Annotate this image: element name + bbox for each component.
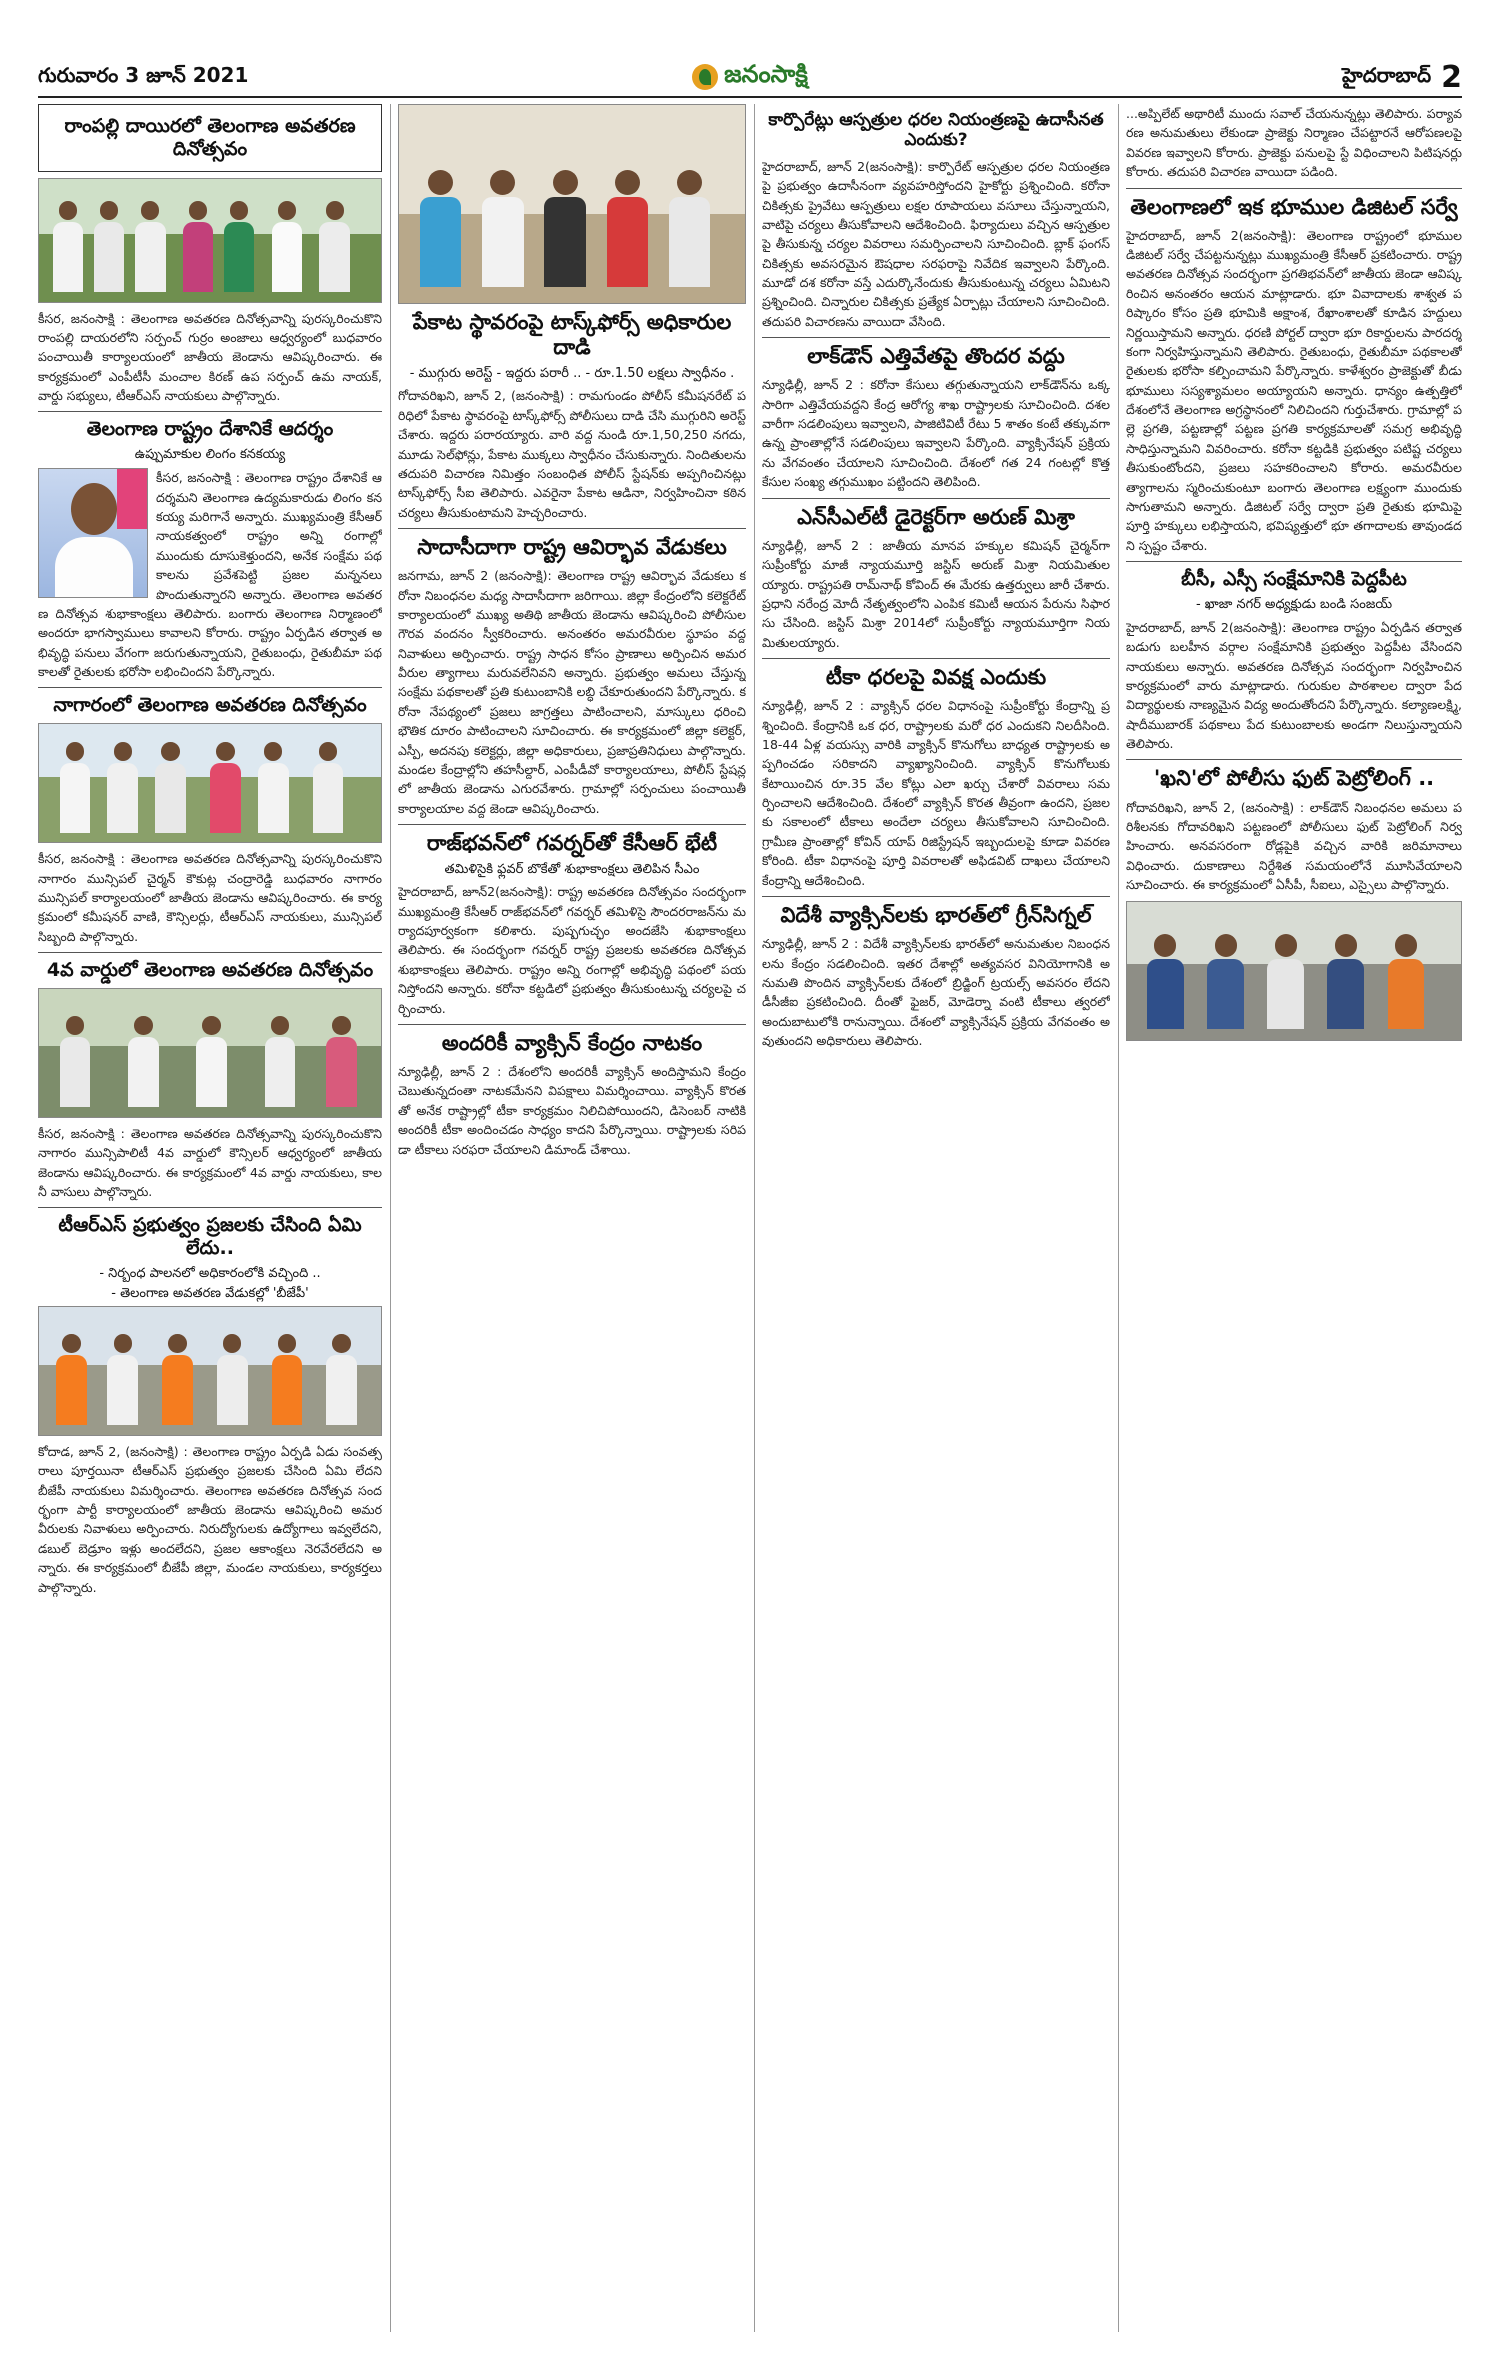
headline: నాగారంలో తెలంగాణ అవతరణ దినోత్సవం	[53, 694, 367, 717]
news-photo	[38, 723, 382, 843]
column-3	[762, 104, 1110, 2332]
headline: సాదాసీదాగా రాష్ట్ర ఆవిర్భావ వేడుకలు	[417, 535, 727, 559]
article-body: హైదరాబాద్, జూన్2(జనంసాక్షి): రాష్ట్ర అవతరణ దినోత్సవం సందర్భంగా ముఖ్యమంత్రి కేసీఆర్ రాజ్‌భవన్‌లో గవర్నర్ తమిళిసై సౌందరరాజన్‌ను మర్యాదపూర్వకంగా కలిశారు. పుష్పగుచ్ఛం అందజేసి శుభాకాంక్షలు తెలిపారు. ఈ సందర్భంగా గవర్నర్ రాష్ట్ర ప్రజలకు అవతరణ దినోత్సవ శుభాకాంక్షలు తెలిపారు. రాష్ట్రం అన్ని రంగాల్లో అభివృద్ధి పథంలో పయనిస్తోందని అన్నారు. కరోనా కట్టడిలో ప్రభుత్వం తీసుకుంటున్న చర్యలపై చర్చించారు.	[398, 884, 746, 1016]
article-body: న్యూఢిల్లీ, జూన్ 2 : దేశంలోని అందరికీ వ్యాక్సిన్ అందిస్తామని కేంద్రం చెబుతున్నదంతా నాటకమేనని విపక్షాలు విమర్శించాయి. వ్యాక్సిన్ కొరతతో అనేక రాష్ట్రాల్లో టీకా కార్యక్రమం నిలిచిపోయిందని, డిసెంబర్ నాటికి అందరికీ టీకా అందించడం సాధ్యం కాదని పేర్కొన్నాయి. రాష్ట్రాలకు సరిపడా టీకాలు సరఫరా చేయాలని డిమాండ్ చేశాయి.	[398, 1064, 746, 1157]
headline: బీసీ, ఎస్సీ సంక్షేమానికి పెద్దపీట	[1181, 568, 1407, 591]
article-body: కోదాడ, జూన్ 2, (జనంసాక్షి) : తెలంగాణ రాష్ట్రం ఏర్పడి ఏడు సంవత్సరాలు పూర్తయినా టీఆర్ఎస్ ప్రభుత్వం ప్రజలకు చేసింది ఏమి లేదని బీజేపీ నాయకులు విమర్శించారు. తెలంగాణ అవతరణ దినోత్సవ సందర్భంగా పార్టీ కార్యాలయంలో జాతీయ జెండాను ఆవిష్కరించి అమరవీరులకు నివాళులు అర్పించారు. నిరుద్యోగులకు ఉద్యోగాలు ఇవ్వలేదని, డబుల్ బెడ్రూం ఇళ్లు అందలేదని, ప్రజల ఆకాంక్షలు నెరవేరలేదని అన్నారు. ఈ కార్యక్రమంలో బీజేపీ జిల్లా, మండల నాయకులు, కార్యకర్తలు పాల్గొన్నారు.	[38, 1443, 382, 1595]
edition-city: హైదరాబాద్	[1342, 62, 1432, 87]
article	[38, 104, 382, 172]
column-2	[398, 104, 746, 2332]
brand-logo	[692, 60, 808, 94]
article-body: న్యూఢిల్లీ, జూన్ 2 : జాతీయ మానవ హక్కుల కమిషన్ చైర్మన్‌గా సుప్రీంకోర్టు మాజీ న్యాయమూర్తి జస్టిస్ అరుణ్ మిశ్రా నియమితులయ్యారు. రాష్ట్రపతి రామ్‌నాథ్ కోవింద్ ఈ మేరకు ఉత్తర్వులు జారీ చేశారు. ప్రధాని నరేంద్ర మోదీ నేతృత్వంలోని ఎంపిక కమిటీ ఆయన పేరును సిఫారసు చేసింది. జస్టిస్ మిశ్రా 2014లో సుప్రీంకోర్టు న్యాయమూర్తిగా నియమితులయ్యారు.	[762, 537, 1110, 650]
column-divider	[390, 104, 391, 2332]
column-divider	[754, 104, 755, 2332]
article-body: న్యూఢిల్లీ, జూన్ 2 : కరోనా కేసులు తగ్గుతున్నాయని లాక్‌డౌన్‌ను ఒక్కసారిగా ఎత్తివేయవద్దని కేంద్ర ఆరోగ్య శాఖ రాష్ట్రాలకు సూచించింది. దశలవారీగా సడలింపులు ఇవ్వాలని, పాజిటివిటీ రేటు 5 శాతం కంటే తక్కువగా ఉన్న ప్రాంతాల్లోనే సడలింపులు ఇవ్వాలని పేర్కొంది. వ్యాక్సినేషన్ ప్రక్రియను వేగవంతం చేయాలని సూచించింది. దేశంలో గత 24 గంటల్లో కొత్త కేసుల సంఖ్య తగ్గుముఖం పట్టిందని తెలిపింది.	[762, 377, 1110, 490]
sun-logo-icon	[692, 64, 718, 90]
byline: ఉప్పుమాకుల లింగం కనకయ్య	[134, 447, 286, 463]
article-body: కీసర, జనంసాక్షి : తెలంగాణ అవతరణ దినోత్సవాన్ని పురస్కరించుకొని నాగారం మున్సిపాలిటీ 4వ వార్డులో కౌన్సిలర్ ఆధ్వర్యంలో జాతీయ జెండాను ఆవిష్కరించారు. ఈ కార్యక్రమంలో 4వ వార్డు నాయకులు, కాలనీ వాసులు పాల్గొన్నారు.	[38, 1125, 382, 1199]
headline: టీఆర్ఎస్ ప్రభుత్వం ప్రజలకు చేసింది ఏమి లేదు..	[58, 1214, 362, 1260]
headline: రాజ్‌భవన్‌లో గవర్నర్‌తో కేసీఆర్ భేటీ	[426, 831, 718, 856]
news-photo	[38, 988, 382, 1118]
headline: 'ఖని'లో పోలీసు ఫుట్ పెట్రోలింగ్ ..	[1153, 766, 1435, 791]
headline: రాంపల్లి దాయిరలో తెలంగాణ అవతరణ దినోత్సవం	[64, 115, 356, 160]
page-number: 2	[1441, 59, 1462, 95]
headline: 4వ వార్డులో తెలంగాణ అవతరణ దినోత్సవం	[46, 959, 374, 982]
article-body: గోదావరిఖని, జూన్ 2, (జనంసాక్షి) : లాక్‌డౌన్ నిబంధనల అమలు పరిశీలనకు గోదావరిఖని పట్టణంలో పోలీసులు ఫుట్ పెట్రోలింగ్ నిర్వహించారు. అనవసరంగా రోడ్లపైకి వచ్చిన వారికి జరిమానాలు విధించారు. దుకాణాలు నిర్దేశిత సమయంలోనే మూసివేయాలని సూచించారు. ఈ కార్యక్రమంలో ఏసీపీ, సీఐలు, ఎస్సైలు పాల్గొన్నారు.	[1126, 799, 1462, 893]
masthead	[38, 58, 1462, 98]
article-body: హైదరాబాద్, జూన్ 2(జనంసాక్షి): తెలంగాణ రాష్ట్రం ఏర్పడిన తర్వాత బడుగు బలహీన వర్గాల సంక్షేమానికి ప్రభుత్వం పెద్దపీట వేసిందని నాయకులు అన్నారు. అవతరణ దినోత్సవ సందర్భంగా నిర్వహించిన కార్యక్రమంలో వారు మాట్లాడారు. గురుకుల పాఠశాలల ద్వారా పేద విద్యార్థులకు నాణ్యమైన విద్య అందుతోందని పేర్కొన్నారు. కల్యాణలక్ష్మి, షాదీముబారక్ పథకాలు పేద కుటుంబాలకు అండగా నిలుస్తున్నాయని తెలిపారు.	[1126, 619, 1462, 752]
sub-headline: - నిర్బంధ పాలనలో అధికారంలోకి వచ్చింది ..	[99, 1265, 321, 1281]
headline: తెలంగాణలో ఇక భూముల డిజిటల్ సర్వే	[1130, 194, 1458, 219]
headline: విదేశీ వ్యాక్సిన్‌లకు భారత్‌లో గ్రీన్‌సిగ్నల్	[780, 902, 1092, 927]
headline: లాక్‌డౌన్ ఎత్తివేతపై తొందర వద్దు	[807, 344, 1065, 369]
article-body: కీసర, జనంసాక్షి : తెలంగాణ రాష్ట్రం దేశానికే ఆదర్శమని తెలంగాణ ఉద్యమకారుడు లింగం కనకయ్య మరిగానే అన్నారు. ముఖ్యమంత్రి కేసీఆర్ నాయకత్వంలో రాష్ట్రం అన్ని రంగాల్లో ముందుకు దూసుకెళ్తుందని, అనేక సంక్షేమ పథకాలను ప్రవేశపెట్టి ప్రజల మన్ననలు పొందుతున్నారని అన్నారు. తెలంగాణ అవతరణ దినోత్సవ శుభాకాంక్షలు తెలిపారు. బంగారు తెలంగాణ నిర్మాణంలో అందరూ భాగస్వాములు కావాలని కోరారు. రాష్ట్రం ఏర్పడిన తర్వాత అభివృద్ధి పనులు వేగంగా జరుగుతున్నాయని, రైతుబంధు, రైతుబీమా పథకాలతో రైతులకు భరోసా లభించిందని పేర్కొన్నారు.	[38, 470, 382, 680]
article-body: కీసర, జనంసాక్షి : తెలంగాణ అవతరణ దినోత్సవాన్ని పురస్కరించుకొని నాగారం మున్సిపల్ చైర్మన్ కౌకుట్ల చంద్రారెడ్డి బుధవారం నాగారం మున్సిపల్ కార్యాలయంలో జాతీయ జెండాను ఆవిష్కరించారు. ఈ కార్యక్రమంలో కమీషనర్ వాణి, కౌన్సిలర్లు, టీఆర్ఎస్ నాయకులు, మున్సిపల్ సిబ్బంది పాల్గొన్నారు.	[38, 851, 382, 944]
headline: అందరికీ వ్యాక్సిన్ కేంద్రం నాటకం	[441, 1030, 703, 1055]
column-divider	[1118, 104, 1119, 2332]
byline: - ఖాజా నగర్ అధ్యక్షుడు బండి సంజయ్	[1195, 596, 1393, 612]
article-body: హైదరాబాద్, జూన్ 2(జనంసాక్షి): తెలంగాణ రాష్ట్రంలో భూముల డిజిటల్ సర్వే చేపట్టనున్నట్లు ముఖ్యమంత్రి కేసీఆర్ ప్రకటించారు. రాష్ట్ర అవతరణ దినోత్సవ సందర్భంగా ప్రగతిభవన్‌లో జాతీయ జెండా ఆవిష్కరించిన అనంతరం ఆయన మాట్లాడారు. భూ వివాదాలకు శాశ్వత పరిష్కారం కోసం ప్రతి భూమికి అక్షాంశ, రేఖాంశాలతో కూడిన హద్దులు నిర్ణయిస్తామని అన్నారు. ధరణి పోర్టల్ ద్వారా భూ రికార్డులను పారదర్శకంగా నిర్వహిస్తున్నామని తెలిపారు. రైతుబంధు, రైతుబీమా పథకాలతో రైతులకు భరోసా కల్పించామని పేర్కొన్నారు. కాళేశ్వరం ప్రాజెక్టుతో బీడు భూములు సస్యశ్యామలం అయ్యాయని అన్నారు. ధాన్యం ఉత్పత్తిలో దేశంలోనే తెలంగాణ అగ్రస్థానంలో నిలిచిందని గుర్తుచేశారు. గ్రామాల్లో పల్లె ప్రగతి, పట్టణాల్లో పట్టణ ప్రగతి కార్యక్రమాలతో సమగ్ర అభివృద్ధి సాధిస్తున్నామని వివరించారు. కరోనా కట్టడికి ప్రభుత్వం పటిష్ట చర్యలు తీసుకుంటోందని, ప్రజలు సహకరించాలని కోరారు. అమరవీరుల త్యాగాలను స్మరించుకుంటూ బంగారు తెలంగాణ లక్ష్యంగా ముందుకు సాగుతామని అన్నారు. డిజిటల్ సర్వే ద్వారా ప్రతి రైతుకు భూమిపై పూర్తి హక్కులు లభిస్తాయని, భవిష్యత్తులో భూ తగాదాలకు తావుండదని స్పష్టం చేశారు.	[1126, 227, 1462, 553]
headline: పేకాట స్థావరంపై టాస్క్‌ఫోర్స్ అధికారుల దాడి	[412, 310, 732, 360]
article-body: ...అప్పిలేట్ అథారిటీ ముందు సవాల్ చేయనున్నట్లు తెలిపారు. పర్యావరణ అనుమతులు లేకుండా ప్రాజెక్టు నిర్మాణం చేపట్టారనే ఆరోపణలపై వివరణ ఇవ్వాలని కోరారు. ప్రాజెక్టు పనులపై స్టే విధించాలని పిటిషనర్లు కోరారు. తదుపరి విచారణ వాయిదా పడింది.	[1126, 106, 1462, 180]
article-body: గోదావరిఖని, జూన్ 2, (జనంసాక్షి) : రామగుండం పోలీస్ కమీషనరేట్ పరిధిలో పేకాట స్థావరంపై టాస్క్‌ఫోర్స్ పోలీసులు దాడి చేసి ముగ్గురిని అరెస్ట్ చేశారు. ఇద్దరు పరారయ్యారు. వారి వద్ద నుండి రూ.1,50,250 నగదు, మూడు సెల్‌ఫోన్లు, పేకాట ముక్కలు స్వాధీనం చేసుకున్నారు. నిందితులను తదుపరి విచారణ నిమిత్తం సంబంధిత పోలీస్ స్టేషన్‌కు అప్పగించినట్లు టాస్క్‌ఫోర్స్ సీఐ తెలిపారు. ఎవరైనా పేకాట ఆడినా, నిర్వహించినా కఠిన చర్యలు తీసుకుంటామని హెచ్చరించారు.	[398, 388, 746, 520]
article-body: జనగామ, జూన్ 2 (జనంసాక్షి): తెలంగాణ రాష్ట్ర ఆవిర్భావ వేడుకలు కరోనా నిబంధనల మధ్య సాదాసీదాగా జరిగాయి. జిల్లా కేంద్రంలోని కలెక్టరేట్ కార్యాలయంలో ముఖ్య అతిథి జాతీయ జెండాను ఆవిష్కరించి పోలీసుల గౌరవ వందనం స్వీకరించారు. అనంతరం అమరవీరుల స్థూపం వద్ద నివాళులు అర్పించారు. రాష్ట్ర సాధన కోసం ప్రాణాలు అర్పించిన అమరవీరుల త్యాగాలు మరువలేనివని అన్నారు. ప్రభుత్వం అమలు చేస్తున్న సంక్షేమ పథకాలతో ప్రతి కుటుంబానికి లబ్ధి చేకూరుతుందని పేర్కొన్నారు. కరోనా నేపథ్యంలో ప్రజలు జాగ్రత్తలు పాటించాలని, మాస్కులు ధరించి భౌతిక దూరం పాటించాలని సూచించారు. ఈ కార్యక్రమంలో జిల్లా కలెక్టర్, ఎస్పీ, అదనపు కలెక్టర్లు, జిల్లా అధికారులు, ప్రజాప్రతినిధులు పాల్గొన్నారు. మండల కేంద్రాల్లోని తహసీల్దార్, ఎంపీడీవో కార్యాలయాలు, పోలీస్ స్టేషన్లలో జాతీయ జెండాను ఎగురవేశారు. గ్రామాల్లో సర్పంచులు పంచాయితీ కార్యాలయాల వద్ద జెండా ఆవిష్కరించారు.	[398, 568, 746, 816]
news-photo	[38, 178, 382, 303]
headline: ఎన్‌సీఎల్‌టీ డైరెక్టర్‌గా అరుణ్ మిశ్రా	[797, 504, 1075, 529]
issue-date: గురువారం 3 జూన్ 2021	[38, 62, 249, 87]
portrait-photo	[38, 468, 148, 598]
headline: టీకా ధరలపై వివక్ష ఎందుకు	[825, 665, 1047, 690]
column-4	[1126, 104, 1462, 2332]
sub-headline: తమిళిసైకి ఫ్లవర్ బొకేతో శుభాకాంక్షలు తెలిపిన సీఎం	[444, 862, 700, 878]
article-body: న్యూఢిల్లీ, జూన్ 2 : విదేశీ వ్యాక్సిన్‌లకు భారత్‌లో అనుమతుల నిబంధనలను కేంద్రం సడలించింది. ఇతర దేశాల్లో అత్యవసర వినియోగానికి అనుమతి పొందిన వ్యాక్సిన్‌లకు దేశంలో బ్రిడ్జింగ్ ట్రయల్స్ అవసరం లేదని డీసీజీఐ ప్రకటించింది. దీంతో ఫైజర్, మోడెర్నా వంటి టీకాలు త్వరలో అందుబాటులోకి రానున్నాయి. దేశంలో వ్యాక్సినేషన్ ప్రక్రియ వేగవంతం అవుతుందని అధికారులు తెలిపారు.	[762, 936, 1110, 1049]
article-body: కీసర, జనంసాక్షి : తెలంగాణ అవతరణ దినోత్సవాన్ని పురస్కరించుకొని రాంపల్లి దాయరలోని సర్పంచ్ గుర్రం అంజాలు ఆధ్వర్యంలో బుధవారం పంచాయితీ కార్యాలయంలో జాతీయ జెండాను ఆవిష్కరించారు. ఈ కార్యక్రమంలో ఎంపీటీసీ మంచాల కిరణ్ ఉప సర్పంచ్ ఉమ నాయక్, వార్డు సభ్యులు, టీఆర్ఎస్ నాయకులు పాల్గొన్నారు.	[38, 310, 382, 404]
headline: తెలంగాణ రాష్ట్రం దేశానికే ఆదర్శం	[86, 418, 334, 441]
news-photo	[1126, 901, 1462, 1041]
sub-headline: - ముగ్గురు అరెస్ట్ - ఇద్దరు పరారీ .. - రూ.1.50 లక్షలు స్వాధీనం .	[409, 366, 735, 382]
news-photo	[398, 104, 746, 304]
sub-headline: - తెలంగాణ అవతరణ వేడుకల్లో 'బీజేపీ'	[111, 1285, 309, 1301]
news-photo	[38, 1306, 382, 1436]
article-body: హైదరాబాద్, జూన్ 2(జనంసాక్షి): కార్పొరేట్ ఆస్పత్రుల ధరల నియంత్రణపై ప్రభుత్వం ఉదాసీనంగా వ్యవహరిస్తోందని హైకోర్టు ప్రశ్నించింది. కరోనా చికిత్సకు ప్రైవేటు ఆస్పత్రులు లక్షల రూపాయలు వసూలు చేస్తున్నాయని, వాటిపై చర్యలు తీసుకోవాలని ఆదేశించింది. ఫిర్యాదులు వచ్చిన ఆస్పత్రులపై తీసుకున్న చర్యల వివరాలు సమర్పించాలని సూచించింది. బ్లాక్ ఫంగస్ చికిత్సకు అవసరమైన ఔషధాల సరఫరాపై నివేదిక ఇవ్వాలని పేర్కొంది. మూడో దశ కరోనా వస్తే ఎదుర్కొనేందుకు తీసుకుంటున్న చర్యలు ఏమిటని ప్రశ్నించింది. చిన్నారుల చికిత్సకు ప్రత్యేక ఏర్పాట్లు చేయాలని సూచించింది. తదుపరి విచారణను వాయిదా వేసింది.	[762, 158, 1110, 329]
column-1	[38, 104, 382, 2332]
headline: కార్పొరేట్లు ఆస్పత్రుల ధరల నియంత్రణపై ఉదాసీనత ఎందుకు?	[768, 110, 1104, 151]
brand-name: జనంసాక్షి	[724, 60, 808, 88]
article-body: న్యూఢిల్లీ, జూన్ 2 : వ్యాక్సిన్ ధరల విధానంపై సుప్రీంకోర్టు కేంద్రాన్ని ప్రశ్నించింది. కేంద్రానికి ఒక ధర, రాష్ట్రాలకు మరో ధర ఎందుకని నిలదీసింది. 18-44 ఏళ్ల వయస్సు వారికి వ్యాక్సిన్ కొనుగోలు బాధ్యత రాష్ట్రాలకు అప్పగించడం సరికాదని వ్యాఖ్యానించింది. వ్యాక్సిన్ కొనుగోలుకు కేటాయించిన రూ.35 వేల కోట్లు ఎలా ఖర్చు చేశారో వివరాలు సమర్పించాలని ఆదేశించింది. దేశంలో వ్యాక్సిన్ కొరత తీవ్రంగా ఉందని, ప్రజలకు సకాలంలో టీకాలు అందేలా చర్యలు తీసుకోవాలని సూచించింది. గ్రామీణ ప్రాంతాల్లో కోవిన్ యాప్ రిజిస్ట్రేషన్ ఇబ్బందులపై కూడా వివరణ కోరింది. టీకా విధానంపై పూర్తి వివరాలతో అఫిడవిట్ దాఖలు చేయాలని కేంద్రాన్ని ఆదేశించింది.	[762, 698, 1110, 888]
